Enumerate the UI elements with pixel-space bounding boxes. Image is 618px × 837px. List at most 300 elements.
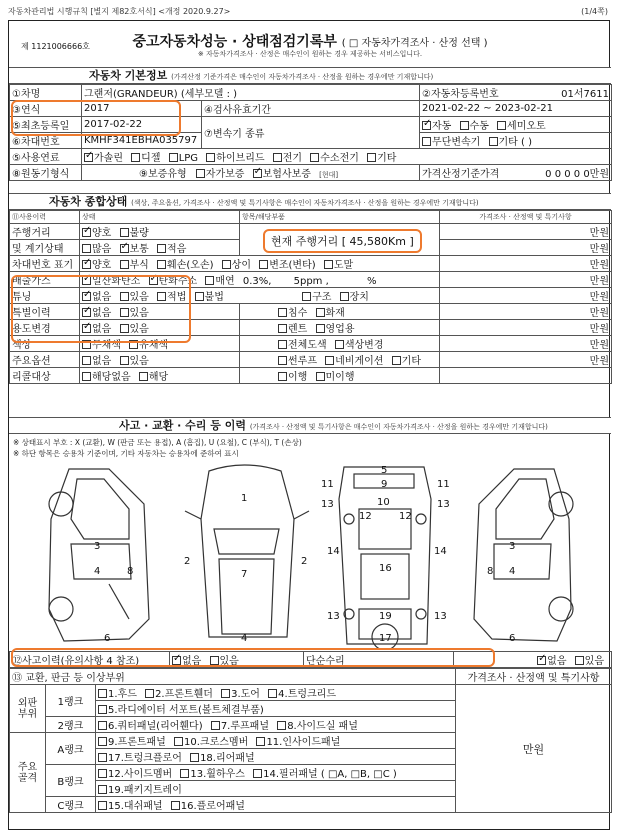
- label-rank1: 1랭크: [46, 685, 96, 717]
- ranka-parts-b: [96, 749, 456, 765]
- label-warranty: ⑨보증유형: [139, 169, 187, 180]
- opt-lpg: LPG: [178, 153, 199, 164]
- parts-header: ⑬ 교환, 판금 등 이상부위: [10, 669, 456, 685]
- price-special: 만원: [440, 304, 612, 320]
- label-rank-a: A랭크: [46, 733, 96, 765]
- opt-usage-yes: 있음: [129, 324, 149, 335]
- checkbox-options-none[interactable]: [82, 356, 91, 365]
- diagram-label-11-right: 11: [437, 479, 450, 490]
- checkbox-semi[interactable]: [497, 121, 506, 130]
- checkbox-recall-none[interactable]: [82, 372, 91, 381]
- state-row-tuning: [10, 288, 612, 304]
- basic-row-fuel: [10, 149, 612, 165]
- checkbox-part-7[interactable]: [211, 721, 220, 730]
- diagram-label-12-left: 12: [359, 511, 372, 522]
- checkbox-part-8[interactable]: [277, 721, 286, 730]
- opt-flood: 침수: [288, 308, 308, 319]
- part-wheel-house: 13.휠하우스: [190, 769, 245, 780]
- price-color: 만원: [440, 336, 612, 352]
- rank1-parts-a: [96, 685, 456, 701]
- opt-hc: 탄화수소: [158, 276, 198, 287]
- part-quarter-panel: 6.쿼터패널(리어휀다): [108, 721, 203, 732]
- simple-repair-options: [454, 652, 612, 668]
- checkbox-color-change[interactable]: [335, 340, 344, 349]
- recall-status: [80, 368, 240, 384]
- label-main-frame: 주요 골격: [10, 733, 46, 813]
- checkbox-hc[interactable]: [149, 276, 158, 285]
- base-price-cell: [420, 165, 612, 181]
- options-items: [240, 352, 440, 368]
- checkbox-auto[interactable]: [422, 121, 431, 130]
- part-trunk-lid: 4.트렁크리드: [278, 689, 336, 700]
- current-mileage: 현재 주행거리 [ 45,580Km ]: [263, 229, 422, 253]
- checkbox-part-6[interactable]: [98, 721, 107, 730]
- label-emission: 배출가스: [10, 272, 80, 288]
- part-dash-panel: 15.대쉬패널: [108, 801, 163, 812]
- checkbox-part-13[interactable]: [180, 769, 189, 778]
- checkbox-gauge-many[interactable]: [82, 244, 91, 253]
- opt-fuel-other: 기타: [377, 153, 397, 164]
- label-transmission: ⑦변속기 종류: [202, 117, 420, 149]
- checkbox-vin-damage[interactable]: [157, 260, 166, 269]
- parts-row-rank1a: [10, 685, 612, 701]
- opt-vin-altered: 변조(변타): [269, 260, 316, 271]
- value-vin: KMHF341EBHA035797: [82, 133, 202, 149]
- value-inspection-period: 2021-02-22 ~ 2023-02-21: [420, 101, 612, 117]
- opt-mileage-bad: 불량: [129, 228, 149, 239]
- checkbox-mileage-good[interactable]: [82, 228, 91, 237]
- diagram-label-13-left: 13: [321, 499, 334, 510]
- diagram-label-3-right: 3: [509, 541, 516, 552]
- checkbox-part-19[interactable]: [98, 785, 107, 794]
- opt-repair-yes: 있음: [584, 656, 604, 667]
- checkbox-special-yes[interactable]: [120, 308, 129, 317]
- diagram-label-4-right: 4: [509, 566, 516, 577]
- price-options: 만원: [440, 352, 612, 368]
- value-first-registration: 2017-02-22: [82, 117, 202, 133]
- subtitle: ※ 자동차가격조사 · 산정은 매수인이 원하는 경우 제공하는 서비스입니다.: [197, 50, 423, 58]
- label-fuel: ⑤사용연료: [10, 149, 82, 165]
- part-rear-panel: 18.리어패널: [200, 753, 255, 764]
- checkbox-trans-other[interactable]: [489, 137, 498, 146]
- opt-vin-damage: 훼손(오손): [167, 260, 214, 271]
- opt-co: 일산화탄소: [92, 276, 141, 287]
- opt-self-warranty: 자가보증: [205, 169, 245, 180]
- label-vin-mark: 차대번호 표기: [10, 256, 80, 272]
- opt-diesel: 디젤: [141, 153, 161, 164]
- label-inspection-period: ④검사유효기간: [202, 101, 420, 117]
- opt-electric: 전기: [282, 153, 303, 164]
- part-door: 3.도어: [231, 689, 260, 700]
- checkbox-tuning-legal[interactable]: [157, 292, 166, 301]
- legend-status-codes: ※ 상태표시 부호 : X (교환), W (판금 또는 용접), A (흠집), U (요철), C (부식), T (손상): [13, 438, 302, 447]
- accident-history-table: [9, 651, 611, 668]
- opt-recall-yes: 해당: [148, 372, 169, 383]
- checkbox-diesel[interactable]: [131, 153, 140, 162]
- checkbox-tuning-illegal[interactable]: [195, 292, 204, 301]
- opt-hybrid: 하이브리드: [216, 153, 265, 164]
- checkbox-flood[interactable]: [278, 308, 287, 317]
- regulation-text: 자동차관리법 시행규칙 [별지 제82호서식] <개정 2020.9.27>: [8, 7, 231, 16]
- opt-usage-none: 없음: [92, 324, 112, 335]
- gauge-status: [80, 240, 240, 256]
- car-side-left: [49, 469, 149, 641]
- rankb-parts-a: [96, 765, 456, 781]
- label-color: 색상: [10, 336, 80, 352]
- checkbox-electric[interactable]: [273, 153, 282, 162]
- checkbox-options-other[interactable]: [392, 356, 401, 365]
- checkbox-usage-none[interactable]: [82, 324, 91, 333]
- opt-vin-rust: 부식: [129, 260, 149, 271]
- checkbox-tuning-structure[interactable]: [302, 292, 311, 301]
- accident-section-title: [9, 417, 611, 434]
- opt-full-paint: 전체도색: [288, 340, 327, 351]
- state-header-row: [10, 211, 612, 224]
- ranka-parts-a: [96, 733, 456, 749]
- checkbox-part-16[interactable]: [171, 801, 180, 810]
- opt-gauge-many: 많음: [92, 244, 112, 255]
- checkbox-cvt[interactable]: [422, 137, 431, 146]
- checkbox-gauge-normal[interactable]: [120, 244, 129, 253]
- diagram-label-13-rear-left: 13: [327, 611, 340, 622]
- opt-vin-diff: 상이: [231, 260, 251, 271]
- opt-tuning-structure: 구조: [312, 292, 332, 303]
- diagram-label-14-right: 14: [434, 546, 447, 557]
- opt-recall-done: 이행: [288, 372, 308, 383]
- checkbox-self-warranty[interactable]: [196, 169, 205, 178]
- label-vin: ⑥차대번호: [10, 133, 82, 149]
- checkbox-part-18[interactable]: [190, 753, 199, 762]
- label-accident-history: ⑫사고이력(유의사항 4 참조): [10, 652, 170, 668]
- opt-options-yes: 있음: [129, 356, 149, 367]
- label-base-price: 가격산정기준가격: [422, 169, 500, 180]
- fuel-options: [82, 149, 612, 165]
- checkbox-full-paint[interactable]: [278, 340, 287, 349]
- basic-info-table: [9, 84, 611, 181]
- rank1-parts-b: [96, 701, 456, 717]
- diagram-label-2-right: 2: [301, 556, 308, 567]
- opt-semi: 세미오토: [507, 121, 546, 132]
- price-usage: 만원: [440, 320, 612, 336]
- emission-smoke-value: %: [366, 276, 377, 287]
- part-front-panel: 9.프론트패널: [108, 737, 166, 748]
- value-reg-number: 01서7611: [561, 89, 610, 100]
- price-vin: 만원: [440, 256, 612, 272]
- accident-history-options: [170, 652, 304, 668]
- opt-mileage-good: 양호: [92, 228, 112, 239]
- checkbox-vin-diff[interactable]: [222, 260, 231, 269]
- opt-vin-good: 양호: [92, 260, 112, 271]
- checkbox-sunroof[interactable]: [278, 356, 287, 365]
- label-mileage: 주행거리: [10, 224, 80, 240]
- checkbox-recall-yes[interactable]: [139, 372, 148, 381]
- diagram-label-3-left: 3: [94, 541, 101, 552]
- checkbox-manual[interactable]: [460, 121, 469, 130]
- part-front-fender: 2.프론트휀더: [155, 689, 213, 700]
- checkbox-vin-rust[interactable]: [120, 260, 129, 269]
- label-engine-type: ⑧원동기형식: [10, 165, 82, 181]
- checkbox-gauge-few[interactable]: [157, 244, 166, 253]
- checkbox-fuel-other[interactable]: [367, 153, 376, 162]
- checkbox-achromatic[interactable]: [82, 340, 91, 349]
- opt-rent: 렌트: [288, 324, 308, 335]
- diagram-label-19: 19: [379, 611, 392, 622]
- value-car-name: 그랜저(GRANDEUR) (세부모델 : ): [82, 85, 420, 101]
- checkbox-smoke[interactable]: [205, 276, 214, 285]
- diagram-label-8-left: 8: [127, 566, 134, 577]
- diagram-label-9: 9: [381, 479, 388, 490]
- diagram-label-5: 5: [381, 465, 388, 476]
- opt-accident-yes: 있음: [219, 656, 239, 667]
- accident-history-row: [10, 652, 612, 668]
- opt-repair-none: 없음: [547, 656, 567, 667]
- rank2-parts: [96, 717, 456, 733]
- transmission-options-2: [420, 133, 612, 149]
- checkbox-chromatic[interactable]: [129, 340, 138, 349]
- diagram-label-2-left: 2: [184, 556, 191, 567]
- checkbox-special-none[interactable]: [82, 308, 91, 317]
- opt-commercial: 영업용: [325, 324, 355, 335]
- car-top-front: [185, 465, 309, 637]
- checkbox-vin-good[interactable]: [82, 260, 91, 269]
- opt-tuning-device: 장치: [349, 292, 369, 303]
- diagram-label-17: 17: [379, 633, 392, 644]
- diagram-label-4-left: 4: [94, 566, 101, 577]
- checkbox-part-5[interactable]: [98, 705, 107, 714]
- opt-tuning-illegal: 불법: [204, 292, 224, 303]
- checkbox-tuning-yes[interactable]: [120, 292, 129, 301]
- state-row-recall: [10, 368, 612, 384]
- opt-achromatic: 무채색: [92, 340, 121, 351]
- opt-auto: 자동: [432, 121, 452, 132]
- part-roof-panel: 7.루프패널: [220, 721, 269, 732]
- emission-hc-value: 5ppm ,: [293, 276, 329, 287]
- parts-header-row: [10, 669, 612, 685]
- label-options: 주요옵션: [10, 352, 80, 368]
- inspection-document: [8, 20, 610, 830]
- opt-color-change: 색상변경: [344, 340, 384, 351]
- checkbox-hydrogen[interactable]: [310, 153, 319, 162]
- checkbox-usage-yes[interactable]: [120, 324, 129, 333]
- label-rank-c: C랭크: [46, 797, 96, 813]
- checkbox-repair-none[interactable]: [537, 656, 546, 665]
- state-row-emission: [10, 272, 612, 288]
- part-floor-panel: 16.플로어패널: [180, 801, 245, 812]
- label-model-year: ③연식: [10, 101, 82, 117]
- checkbox-part-1[interactable]: [98, 689, 107, 698]
- special-status: [80, 304, 240, 320]
- special-items: [240, 304, 440, 320]
- diagram-label-11-left: 11: [321, 479, 334, 490]
- checkbox-part-9[interactable]: [98, 737, 107, 746]
- value-model-year: 2017: [82, 101, 202, 117]
- checkbox-navigation[interactable]: [325, 356, 334, 365]
- state-title-text: 자동차 종합상태: [49, 195, 128, 208]
- opt-tuning-none: 없음: [92, 292, 112, 303]
- checkbox-lpg[interactable]: [169, 153, 178, 162]
- price-tuning: 만원: [440, 288, 612, 304]
- checkbox-vin-altered[interactable]: [259, 260, 268, 269]
- car-side-right: [474, 469, 573, 641]
- label-outer-panel: 외판 부위: [10, 685, 46, 733]
- checkbox-repair-yes[interactable]: [575, 656, 584, 665]
- price-recall: [440, 368, 612, 384]
- diagram-label-8-right: 8: [487, 566, 494, 577]
- state-row-special: [10, 304, 612, 320]
- diagram-label-1: 1: [241, 493, 248, 504]
- emission-status: [80, 272, 440, 288]
- value-base-price: 0 0 0 0 0만원: [545, 169, 610, 180]
- label-tuning: 튜닝: [10, 288, 80, 304]
- checkbox-part-2[interactable]: [145, 689, 154, 698]
- checkbox-rent[interactable]: [278, 324, 287, 333]
- opt-options-none: 없음: [92, 356, 112, 367]
- opt-tuning-legal: 적법: [167, 292, 187, 303]
- legend-note: ※ 하단 항목은 승용차 기준이며, 기타 자동차는 승용차에 준하여 표시: [13, 449, 239, 458]
- label-rank-b: B랭크: [46, 765, 96, 797]
- warranty-brand: [현대]: [319, 171, 339, 179]
- color-status: [80, 336, 240, 352]
- usage-items: [240, 320, 440, 336]
- vin-mark-status: [80, 256, 440, 272]
- part-package-tray: 19.패키지트레이: [108, 785, 182, 796]
- price-emission: 만원: [440, 272, 612, 288]
- state-row-options: [10, 352, 612, 368]
- opt-chromatic: 유채색: [139, 340, 169, 351]
- opt-recall-none: 해당없음: [92, 372, 131, 383]
- page-title: [9, 31, 611, 51]
- document-number: 제 1121006666호: [21, 42, 90, 51]
- label-reg-number: ②자동차등록번호: [422, 89, 499, 100]
- checkbox-part-4[interactable]: [268, 689, 277, 698]
- opt-vin-painted: 도말: [333, 260, 354, 271]
- checkbox-mileage-bad[interactable]: [120, 228, 129, 237]
- opt-tuning-yes: 있음: [129, 292, 149, 303]
- basic-row-engine: [10, 165, 612, 181]
- checkbox-options-yes[interactable]: [120, 356, 129, 365]
- state-header-item: 항목/해당부품: [240, 211, 440, 224]
- part-side-sill: 8.사이드실 패널: [287, 721, 358, 732]
- page-number: (1/4쪽): [581, 7, 608, 16]
- diagram-label-14-left: 14: [327, 546, 340, 557]
- checkbox-recall-done[interactable]: [278, 372, 287, 381]
- checkbox-part-10[interactable]: [174, 737, 183, 746]
- accident-title-note: (가격조사 · 산정액 및 특기사항은 매수인이 자동차가격조사 · 산정을 원하는 경우에만 기재합니다): [249, 423, 548, 431]
- opt-insurance-warranty: 보험사보증: [262, 169, 311, 180]
- checkbox-gasoline[interactable]: [84, 153, 93, 162]
- part-inside-panel: 11.인사이드패널: [266, 737, 341, 748]
- title-text: 중고자동차성능 · 상태점검기록부: [132, 34, 337, 50]
- color-items: [240, 336, 440, 352]
- opt-accident-none: 없음: [182, 656, 202, 667]
- state-row-usage: [10, 320, 612, 336]
- basic-row-year: [10, 101, 612, 117]
- basic-title-text: 자동차 기본정보: [89, 69, 168, 82]
- warranty-cell: [82, 165, 420, 181]
- label-recall: 리콜대상: [10, 368, 80, 384]
- usage-status: [80, 320, 240, 336]
- checkbox-fire[interactable]: [316, 308, 325, 317]
- diagram-label-7: 7: [241, 569, 248, 580]
- checkbox-hybrid[interactable]: [206, 153, 215, 162]
- opt-manual: 수동: [469, 121, 489, 132]
- accident-title-text: 사고 · 교환 · 수리 등 이력: [119, 419, 246, 432]
- basic-row-name: [10, 85, 612, 101]
- state-section-title: [9, 193, 611, 210]
- part-radiator-support: 5.라디에이터 서포트(볼트체결부품): [108, 705, 264, 716]
- checkbox-part-3[interactable]: [221, 689, 230, 698]
- checkbox-vin-painted[interactable]: [324, 260, 333, 269]
- label-car-name: ①차명: [10, 85, 82, 101]
- diagram-label-13-right: 13: [437, 499, 450, 510]
- state-header-price: 가격조사 · 산정액 및 특기사항: [440, 211, 612, 224]
- state-row-color: [10, 336, 612, 352]
- checkbox-part-14[interactable]: [253, 769, 262, 778]
- checkbox-accident-none[interactable]: [172, 656, 181, 665]
- diagram-label-12-right: 12: [399, 511, 412, 522]
- label-rank2: 2랭크: [46, 717, 96, 733]
- opt-trans-other: 기타 ( ): [498, 137, 532, 148]
- opt-options-other: 기타: [401, 356, 421, 367]
- rankb-parts-b: [96, 781, 456, 797]
- basic-title-note: (가격산정 기준가격은 매수인이 자동차가격조사 · 산정을 원하는 경우에만 기재합니다): [171, 73, 434, 81]
- part-cross-member: 10.크로스멤버: [184, 737, 249, 748]
- tuning-status: [80, 288, 440, 304]
- reg-number-cell: [420, 85, 612, 101]
- checkbox-part-17[interactable]: [98, 753, 107, 762]
- checkbox-part-15[interactable]: [98, 801, 107, 810]
- transmission-options-1: [420, 117, 612, 133]
- state-row-vin-mark: [10, 256, 612, 272]
- part-trunk-floor: 17.트렁크플로어: [108, 753, 182, 764]
- rankc-parts: [96, 797, 456, 813]
- checkbox-commercial[interactable]: [316, 324, 325, 333]
- part-side-member: 12.사이드멤버: [108, 769, 173, 780]
- part-pillar-panel: 14.필러패널 ( □A, □B, □C ): [263, 769, 397, 780]
- opt-gasoline: 가솔린: [94, 153, 123, 164]
- mileage-status: [80, 224, 240, 240]
- state-header-history: ⑪사용이력: [10, 211, 80, 224]
- diagram-label-6-right: 6: [509, 633, 516, 644]
- checkbox-recall-pending[interactable]: [316, 372, 325, 381]
- price-mileage: 만원: [440, 224, 612, 240]
- opt-navigation: 네비게이션: [335, 356, 384, 367]
- checkbox-part-11[interactable]: [256, 737, 265, 746]
- diagram-label-4: 4: [241, 633, 248, 644]
- label-gauge: 및 계기상태: [10, 240, 80, 256]
- checkbox-insurance-warranty[interactable]: [253, 169, 262, 178]
- checkbox-accident-yes[interactable]: [210, 656, 219, 665]
- checkbox-co[interactable]: [82, 276, 91, 285]
- title-option: ( □ 자동차가격조사 · 산정 선택 ): [341, 38, 488, 49]
- options-status: [80, 352, 240, 368]
- diagram-label-6-left: 6: [104, 633, 111, 644]
- diagram-label-16: 16: [379, 563, 392, 574]
- checkbox-tuning-device[interactable]: [340, 292, 349, 301]
- opt-cvt: 무단변속기: [432, 137, 481, 148]
- opt-sunroof: 썬루프: [288, 356, 317, 367]
- checkbox-part-12[interactable]: [98, 769, 107, 778]
- opt-smoke: 매연: [215, 276, 235, 287]
- checkbox-tuning-none[interactable]: [82, 292, 91, 301]
- state-header-status: 상태: [80, 211, 240, 224]
- label-first-registration: ⑤최초등록일: [10, 117, 82, 133]
- label-special-history: 특별이력: [10, 304, 80, 320]
- state-title-note: (색상, 주요옵션, 가격조사 · 산정액 및 특기사항은 매수인이 자동차가격조사 · 산정을 원하는 경우에만 기재합니다): [131, 199, 479, 207]
- part-hood: 1.후드: [108, 689, 137, 700]
- parts-price-header: 가격조사 · 산정액 및 특기사항: [456, 669, 612, 685]
- recall-items: [240, 368, 440, 384]
